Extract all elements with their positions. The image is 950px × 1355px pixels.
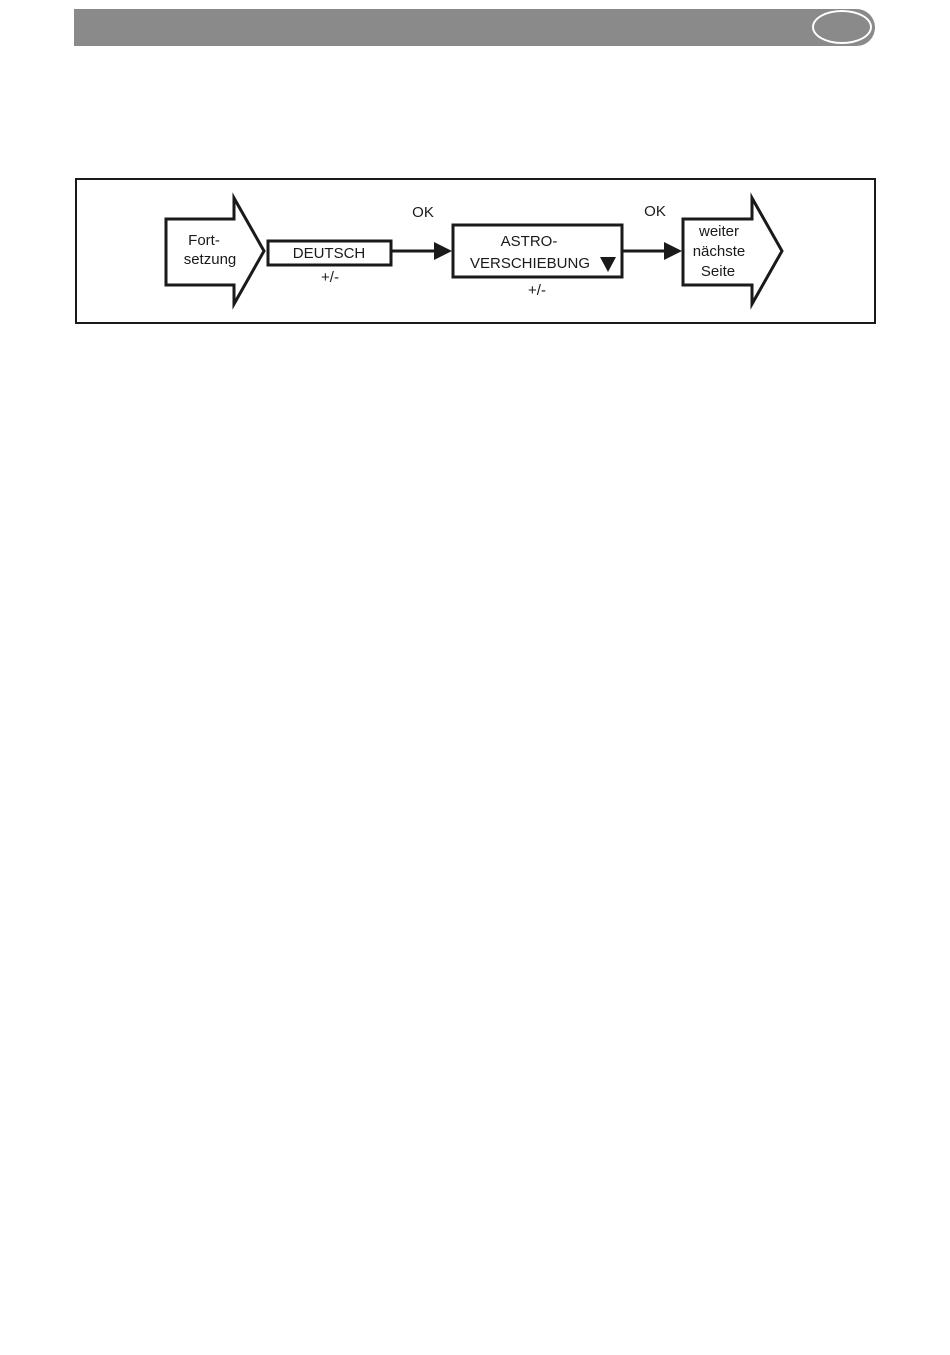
connector-2-arrowhead (664, 242, 682, 260)
end-arrow-text-line3: Seite (700, 263, 736, 280)
step-deutsch-adjust-label: +/- (321, 269, 339, 286)
connector-1-arrowhead (434, 242, 452, 260)
step-astro-line1: ASTRO- (500, 233, 558, 250)
connector-2-ok-label: OK (644, 203, 666, 220)
step-deutsch-label: DEUTSCH (292, 245, 366, 262)
end-arrow-text-line2: nächste (692, 243, 746, 260)
connector-1-ok-label: OK (412, 204, 434, 221)
end-arrow-text-line1: weiter (698, 223, 740, 240)
step-astro-adjust-label: +/- (528, 282, 546, 299)
step-astro-line2: VERSCHIEBUNG (469, 255, 591, 272)
start-arrow-text-line2: setzung (183, 251, 237, 268)
flow-diagram (0, 0, 950, 360)
start-arrow-text-line1: Fort- (188, 232, 220, 249)
